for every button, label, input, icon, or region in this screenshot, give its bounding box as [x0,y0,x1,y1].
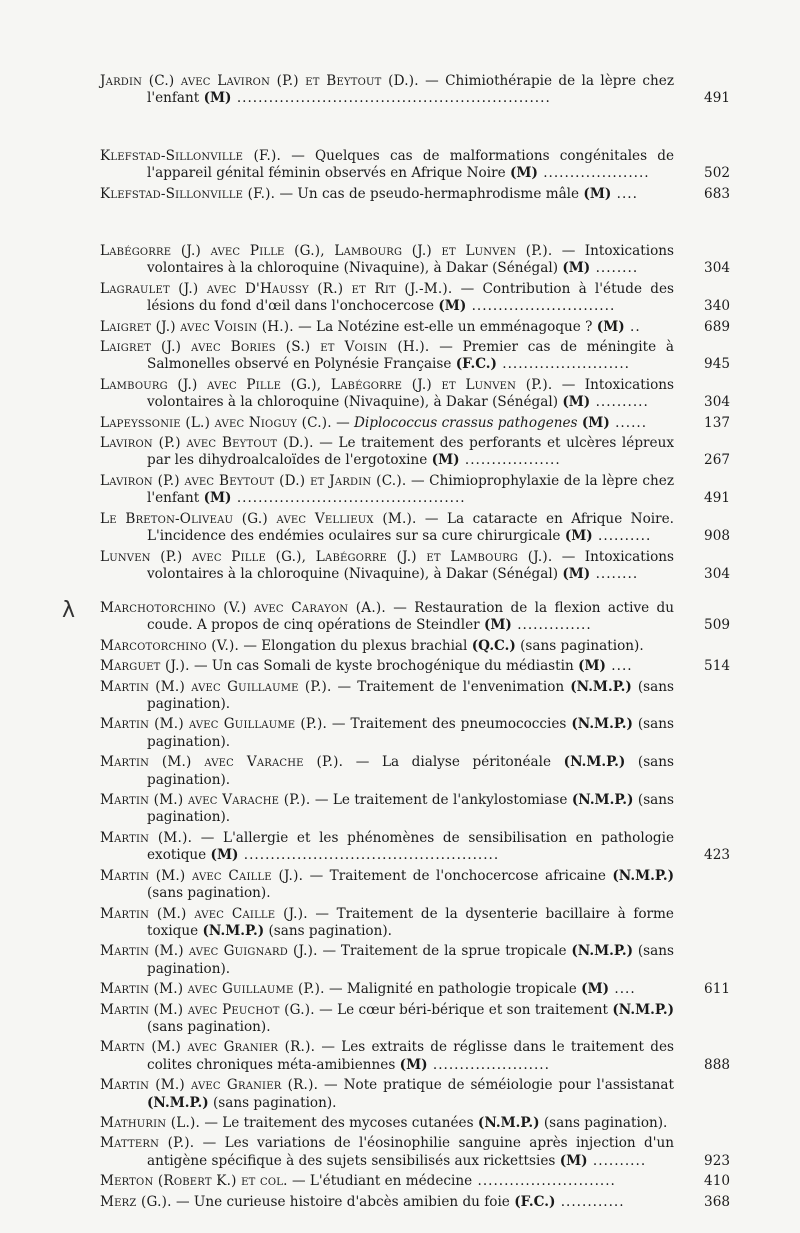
entry-type-tag: (M) [581,981,610,998]
entry-title: — Contribution à l'étude des lésions du fond d'œil dans l'onchocercose [147,280,674,315]
entry-page-number: 509 [704,617,730,634]
entry-title-italic: Diplococcus crassus pathogenes [354,414,578,431]
dot-leader: ........................................... [231,490,466,507]
entry-type-tag: (N.M.P.) [571,716,633,733]
entry-type-tag: (M) [203,90,232,107]
entry-author: Laigret (J.) avec Bories (S.) et Voisin (H.). [100,339,430,356]
entry-type-tag: (M) [564,528,593,545]
entry-page-number: 304 [704,565,730,582]
dot-leader: .......... [587,1152,647,1169]
entry-title: — Traitement de la dysenterie bacillaire à forme toxique [147,905,674,939]
entry-author: Le Breton-Oliveau (G.) avec Vellieux (M.). [100,510,417,527]
entry-no-pagination: (sans pagination). [539,1114,668,1131]
entry-author: Laigret (J.) avec Voisin (H.). [100,318,294,335]
entry-author: Laviron (P.) avec Beytout (D.). [100,435,314,452]
entry-author: Klefstad-Sillonville (F.). [100,185,276,202]
dot-leader: .. [624,318,641,335]
index-entry [100,658,730,675]
entry-page-number: 368 [704,1193,730,1210]
entry-type-tag: (M) [562,260,591,277]
index-entry [100,549,730,584]
entry-type-tag: (N.M.P.) [571,792,634,809]
entry-title: — [331,414,355,431]
entry-title: — Malignité en pathologie tropicale [324,981,577,998]
dot-leader: ................................................ [238,847,500,864]
index-entry [100,1173,730,1190]
index-entry [100,1135,730,1170]
dot-leader: .... [611,185,638,202]
entry-type-tag: (M) [562,394,591,411]
dot-leader: .............. [511,617,592,634]
entry-no-pagination: (sans pagination). [515,637,644,654]
entry-no-pagination: (sans pagination). [208,1094,337,1111]
entry-title: — Traitement de la sprue tropicale [317,943,567,960]
entry-author: Lapeyssonie (L.) avec Nioguy (C.). [100,414,332,431]
entry-author: Mattern (P.). [100,1135,195,1152]
entry-type-tag: (M) [596,318,625,335]
entry-title: — L'allergie et les phénomènes de sensibilisation en pathologie exotique [147,829,674,864]
entry-author: Lambourg (J.) avec Pille (G.), Labégorre (J.) et Lunven (P.). [100,376,553,393]
index-entry [100,473,730,508]
index-entry [100,716,730,751]
index-entry [100,1077,730,1112]
index-entry [100,319,730,336]
index-entry [100,73,730,108]
entry-page-number: 304 [704,394,730,411]
entry-title: — Les extraits de réglisse dans le traitement des colites chroniques méta-amibiennes [147,1039,674,1073]
index-entry [100,243,730,278]
entry-page-number: 267 [704,452,730,469]
index-group [100,600,730,1214]
entry-title: — Le traitement des perforants et ulcères lépreux par les dihydroalcaloïdes de l'ergotoxine [147,435,674,469]
entry-title: — Premier cas de méningite à Salmonelles observé en Polynésie Française [147,339,674,373]
entry-title: — Traitement des pneumococcies [327,716,567,733]
entry-title: — Chimioprophylaxie de la lèpre chez l'enfant [147,472,674,507]
index-entry [100,186,730,203]
dot-leader: ........................................................... [231,90,551,107]
entry-title: — La Notézine est-elle un emménagoque ? [293,318,593,335]
index-entry [100,281,730,316]
dot-leader: .... [609,981,636,998]
index-entry [100,906,730,941]
entry-author: Merz (G.). [100,1193,172,1210]
entry-no-pagination: (sans pagination). [147,754,675,788]
entry-title: — Le cœur béri-bérique et son traitement [314,1001,608,1018]
entry-no-pagination: (sans pagination). [147,1018,271,1035]
entry-title: — Une curieuse histoire d'abcès amibien du foie [171,1193,510,1210]
entry-title: — L'étudiant en médecine [287,1173,473,1190]
entry-author: Klefstad-Sillonville (F.). [100,148,282,164]
index-entry [100,830,730,865]
index-entry [100,377,730,412]
entry-type-tag: (F.C.) [514,1193,556,1210]
entry-type-tag: (M) [399,1056,428,1073]
entry-author: Martin (M.) avec Varache (P.). [100,792,311,809]
entry-page-number: 908 [704,528,730,545]
entry-type-tag: (M) [210,847,239,864]
entry-author: Jardin (C.) avec Laviron (P.) et Beytout (D.). [100,73,419,89]
entry-page-number: 689 [704,318,730,335]
dot-leader: ........ [590,565,639,582]
entry-type-tag: (M) [559,1152,588,1169]
entry-title: — Le traitement des mycoses cutanées [200,1114,474,1131]
dot-leader: ........................ [496,356,630,373]
entry-title: — Un cas de pseudo-hermaphrodisme mâle [275,185,580,202]
entry-page-number: 683 [704,185,730,202]
entry-page-number: 888 [704,1056,730,1073]
entry-title: — Chimiothérapie de la lèpre chez l'enfant [147,73,674,107]
index-entry [100,1039,730,1074]
index-entry [100,792,730,827]
entry-author: Martin (M.) avec Guignard (J.). [100,943,318,960]
index-entry [100,511,730,546]
entry-type-tag: (F.C.) [455,356,497,373]
entry-title: — Traitement de l'envenimation [331,678,565,695]
entry-author: Lunven (P.) avec Pille (G.), Labégorre (J.) et Lambourg (J.). [100,548,553,565]
entry-type-tag: (M) [483,617,512,634]
entry-title: — Quelques cas de malformations congénitales de l'appareil génital féminin observés en Afrique Noire [147,148,675,182]
entry-type-tag: (N.M.P.) [612,1001,674,1018]
entry-type-tag: (N.M.P.) [147,1094,209,1111]
entry-page-number: 137 [704,414,730,431]
entry-title: — Note pratique de séméiologie pour l'assistanat [318,1077,674,1094]
entry-author: Martin (M.) avec Granier (R.). [100,1077,319,1094]
entry-author: Laviron (P.) avec Beytout (D.) et Jardin (C.). [100,472,407,489]
index-entry [100,600,730,635]
entry-author: Mathurin (L.). [100,1114,201,1131]
dot-leader: ........................... [466,298,616,315]
entry-author: Martin (M.) avec Varache (P.). [100,754,344,771]
entry-title: — Intoxications volontaires à la chloroquine (Nivaquine), à Dakar (Sénégal) [147,243,675,277]
dot-leader: .......................... [472,1173,616,1190]
index-group [100,73,730,111]
entry-type-tag: (M) [431,452,460,469]
entry-no-pagination: (sans pagination). [147,943,674,977]
index-group [100,148,730,206]
dot-leader: ...... [609,414,648,431]
entry-page-number: 491 [704,490,730,507]
entry-type-tag: (M) [438,298,467,315]
entry-title: — Intoxications volontaires à la chloroquine (Nivaquine), à Dakar (Sénégal) [147,376,675,411]
index-entry [100,148,730,183]
entry-title: — Le traitement de l'ankylostomiase [310,792,568,809]
entry-author: Merton (Robert K.) et col. [100,1173,288,1190]
entry-author: Martin (M.) avec Guillaume (P.). [100,981,325,998]
entry-type-tag: (M) [578,658,606,675]
margin-annotation: λ [62,598,76,623]
index-entry [100,943,730,978]
entry-author: Martin (M.). [100,829,193,846]
index-entry [100,415,730,432]
index-entry [100,638,730,655]
entry-type-tag: (N.M.P.) [202,922,265,939]
entry-author: Labégorre (J.) avec Pille (G.), Lambourg (J.) et Lunven (P.). [100,243,553,259]
entry-type-tag: (Q.C.) [471,637,516,654]
index-entry [100,339,730,374]
entry-author: Marcotorchino (V.). [100,637,239,654]
entry-author: Martin (M.) avec Guillaume (P.). [100,716,328,733]
entry-title: — Traitement de l'onchocercose africaine [303,867,606,884]
entry-author: Martin (M.) avec Caille (J.). [100,867,304,884]
entry-author: Lagraulet (J.) avec D'Haussy (R.) et Rit (J.-M.). [100,280,453,297]
entry-page-number: 945 [704,356,730,373]
entry-type-tag: (N.M.P.) [477,1114,540,1131]
entry-type-tag: (N.M.P.) [612,867,674,884]
dot-leader: ...................... [427,1056,550,1073]
entry-page-number: 611 [704,981,730,998]
entry-no-pagination: (sans pagination). [147,885,271,902]
dot-leader: .......... [592,528,652,545]
entry-page-number: 304 [704,260,730,277]
entry-type-tag: (N.M.P.) [570,678,632,695]
entry-no-pagination: (sans pagination). [264,922,392,939]
entry-title: — La dialyse péritonéale [343,754,552,771]
entry-title: — Restauration de la flexion active du coude. A propos de cinq opérations de Steindler [147,600,675,634]
dot-leader: .... [605,658,633,675]
index-entry [100,868,730,903]
index-entry [100,1002,730,1037]
entry-type-tag: (M) [509,165,538,182]
entry-author: Martn (M.) avec Granier (R.). [100,1039,316,1056]
entry-page-number: 340 [704,298,730,315]
entry-type-tag: (N.M.P.) [563,754,626,771]
dot-leader: ........ [590,260,639,277]
entry-title: — Intoxications volontaires à la chloroquine (Nivaquine), à Dakar (Sénégal) [147,548,675,582]
entry-page-number: 423 [704,847,730,864]
index-entry [100,1194,730,1211]
entry-author: Marchotorchino (V.) avec Carayon (A.). [100,600,386,616]
index-entry [100,754,730,789]
entry-title: — La cataracte en Afrique Noire. L'incidence des endémies oculaires sur sa cure chirurgicale [147,510,674,545]
entry-type-tag: (N.M.P.) [571,943,634,960]
entry-type-tag: (M) [581,414,610,431]
dot-leader: ............ [555,1193,625,1210]
entry-type-tag: (M) [203,490,232,507]
index-group [100,243,730,586]
entry-no-pagination: (sans pagination). [147,792,675,826]
index-entry [100,435,730,470]
entry-title: — Elongation du plexus brachial [239,637,468,654]
entry-no-pagination: (sans pagination). [147,716,674,750]
entry-page-number: 923 [704,1152,730,1169]
dot-leader: .......... [590,394,649,411]
dot-leader: .................... [537,165,650,182]
entry-author: Martin (M.) avec Guillaume (P.). [100,678,332,695]
entry-page-number: 502 [704,165,730,182]
entry-author: Marguet (J.). [100,658,190,675]
dot-leader: .................. [459,452,561,469]
entry-type-tag: (M) [583,185,612,202]
index-entry [100,679,730,714]
entry-title: — Les variations de l'éosinophilie sanguine après injection d'un antigène spécifique à des sujets sensibilisés aux rickettsies [147,1135,674,1169]
entry-author: Martin (M.) avec Peuchot (G.). [100,1001,315,1018]
entry-page-number: 514 [704,658,730,675]
entry-author: Martin (M.) avec Caille (J.). [100,905,308,922]
index-entry [100,981,730,998]
entry-no-pagination: (sans pagination). [147,678,674,713]
index-entry [100,1115,730,1132]
entry-page-number: 410 [704,1173,730,1190]
entry-page-number: 491 [704,90,730,107]
entry-title: — Un cas Somali de kyste brochogénique du médiastin [189,658,574,675]
entry-type-tag: (M) [562,565,591,582]
